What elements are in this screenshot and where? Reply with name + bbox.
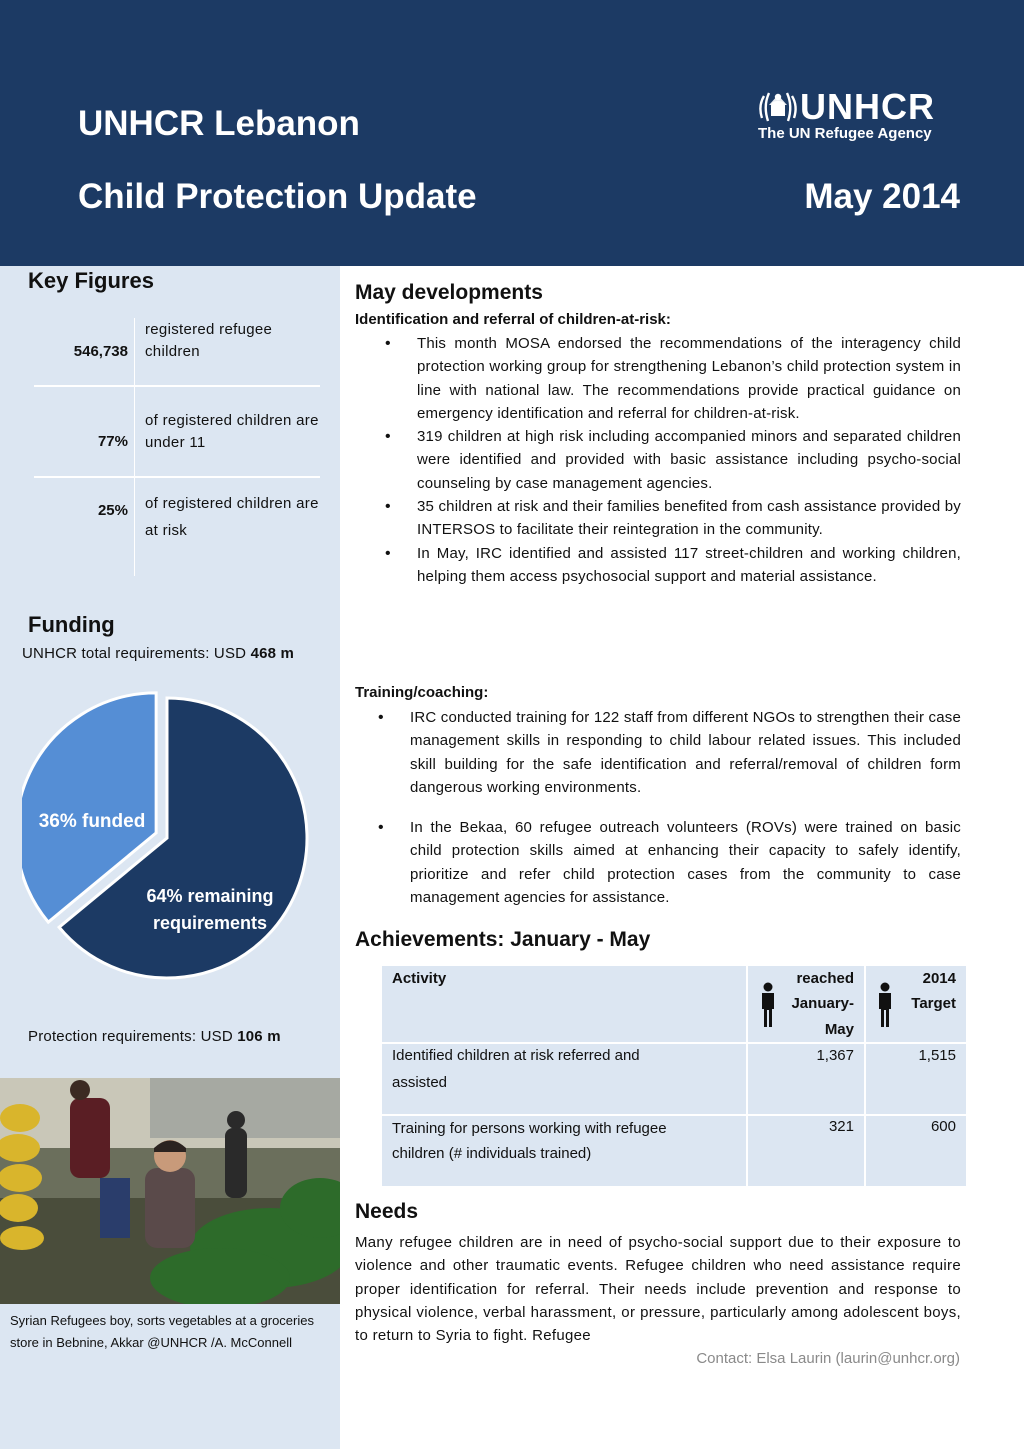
training-subheading: Training/coaching: [355, 684, 489, 701]
table-cell-activity: children (# individuals trained) [392, 1145, 592, 1162]
table-cell-reached: 321 [828, 1118, 854, 1135]
table-header-target: Target [911, 995, 956, 1012]
report-header [0, 0, 1024, 266]
achievements-table [382, 966, 966, 1186]
photo-caption: Syrian Refugees boy, sorts vegetables at a groceries store in Bebnine, Akkar @UNHCR /A. McConnell [10, 1313, 314, 1350]
table-divider [746, 966, 748, 1186]
key-figures-heading: Key Figures [28, 268, 154, 293]
pie-label-remaining: requirements [152, 913, 268, 933]
table-header-activity: Activity [392, 970, 447, 987]
key-figure-value: 546,738 [73, 343, 128, 360]
table-cell-reached: 1,367 [816, 1047, 854, 1064]
contact-info: Contact: Elsa Laurin (laurin@unhcr.org) [696, 1350, 960, 1367]
table-cell-activity: assisted [392, 1074, 448, 1091]
person-icon [759, 982, 777, 1028]
table-cell-activity: Training for persons working with refugee [392, 1120, 667, 1137]
org-title: UNHCR Lebanon [78, 104, 360, 143]
table-header-reached: January- [791, 995, 854, 1012]
list-item: • 35 children at risk and their families benefited from cash assistance provided by INTERSOS to facilitate their reintegration in the community. [417, 495, 961, 542]
refugee-boy-photo [0, 1078, 340, 1304]
report-date: May 2014 [804, 177, 960, 216]
key-figure-value: 25% [97, 502, 128, 519]
table-cell-target: 600 [930, 1118, 956, 1135]
list-item: • IRC conducted training for 122 staff from different NGOs to strengthen their case management skills in responding to child labour related issues. This included skill building for the safe identification and referral/removal of children form dangerous working environments. [410, 706, 961, 799]
funding-total: UNHCR total requirements: USD 468 m [22, 645, 295, 662]
funding-pie-chart [22, 690, 322, 990]
achievements-heading: Achievements: January - May [355, 928, 651, 951]
person-icon [876, 982, 894, 1028]
key-figure-label: of registered children are under 11 [145, 412, 319, 451]
key-figures-separator [34, 476, 320, 478]
pie-label-funded: 36% funded [38, 811, 146, 832]
table-cell-activity: Identified children at risk referred and [392, 1047, 640, 1064]
table-divider [864, 966, 866, 1186]
funding-heading: Funding [28, 612, 115, 637]
logo-tagline: The UN Refugee Agency [758, 125, 932, 142]
protection-requirements: Protection requirements: USD 106 m [28, 1028, 281, 1045]
list-item: • This month MOSA endorsed the recommendations of the interagency child protection working group for strengthening Lebanon’s child protection system in line with national law. The recommendations provide practical guidance on emergency identification and referral for children-at-risk. [417, 332, 961, 425]
developments-subheading: Identification and referral of children-at-risk: [355, 311, 671, 328]
list-item: • In the Bekaa, 60 refugee outreach volunteers (ROVs) were trained on basic child protection skills aimed at enhancing their capacity to safely identify, prioritize and refer child protection cases from the community to case management agencies for assistance. [410, 816, 961, 909]
needs-paragraph: Many refugee children are in need of psycho-social support due to their exposure to violence and other traumatic events. Refugee children who need assistance require proper identification for referral. Their needs include prevention and response to physical violence, verbal harassment, or pressure, particularly among adolescent boys, to return to Syria to fight. Refugee [355, 1234, 961, 1345]
list-item: • 319 children at high risk including accompanied minors and separated children were identified and provided with basic assistance including psycho-social counseling by case management agencies. [417, 425, 961, 495]
pie-label-remaining: 64% remaining [146, 886, 274, 906]
unhcr-logo [756, 88, 966, 148]
training-list [410, 706, 961, 909]
developments-heading: May developments [355, 281, 543, 304]
key-figures-divider [134, 318, 135, 576]
unhcr-emblem-icon [756, 88, 800, 124]
logo-wordmark: UNHCR [800, 86, 935, 127]
table-cell-target: 1,515 [918, 1047, 956, 1064]
report-title: Child Protection Update [78, 177, 477, 216]
key-figures-separator [34, 385, 320, 387]
key-figure-value: 77% [97, 433, 128, 450]
key-figure-label: registered refugee children [145, 321, 273, 360]
needs-heading: Needs [355, 1200, 419, 1223]
table-header-reached: reached [796, 970, 854, 987]
key-figure-label: of registered children are at risk [145, 495, 319, 539]
table-header-target: 2014 [922, 970, 956, 987]
developments-list [417, 332, 961, 588]
table-header-reached: May [824, 1021, 854, 1038]
list-item: • In May, IRC identified and assisted 117 street-children and working children, helping them access psychosocial support and material assistance. [417, 542, 961, 589]
